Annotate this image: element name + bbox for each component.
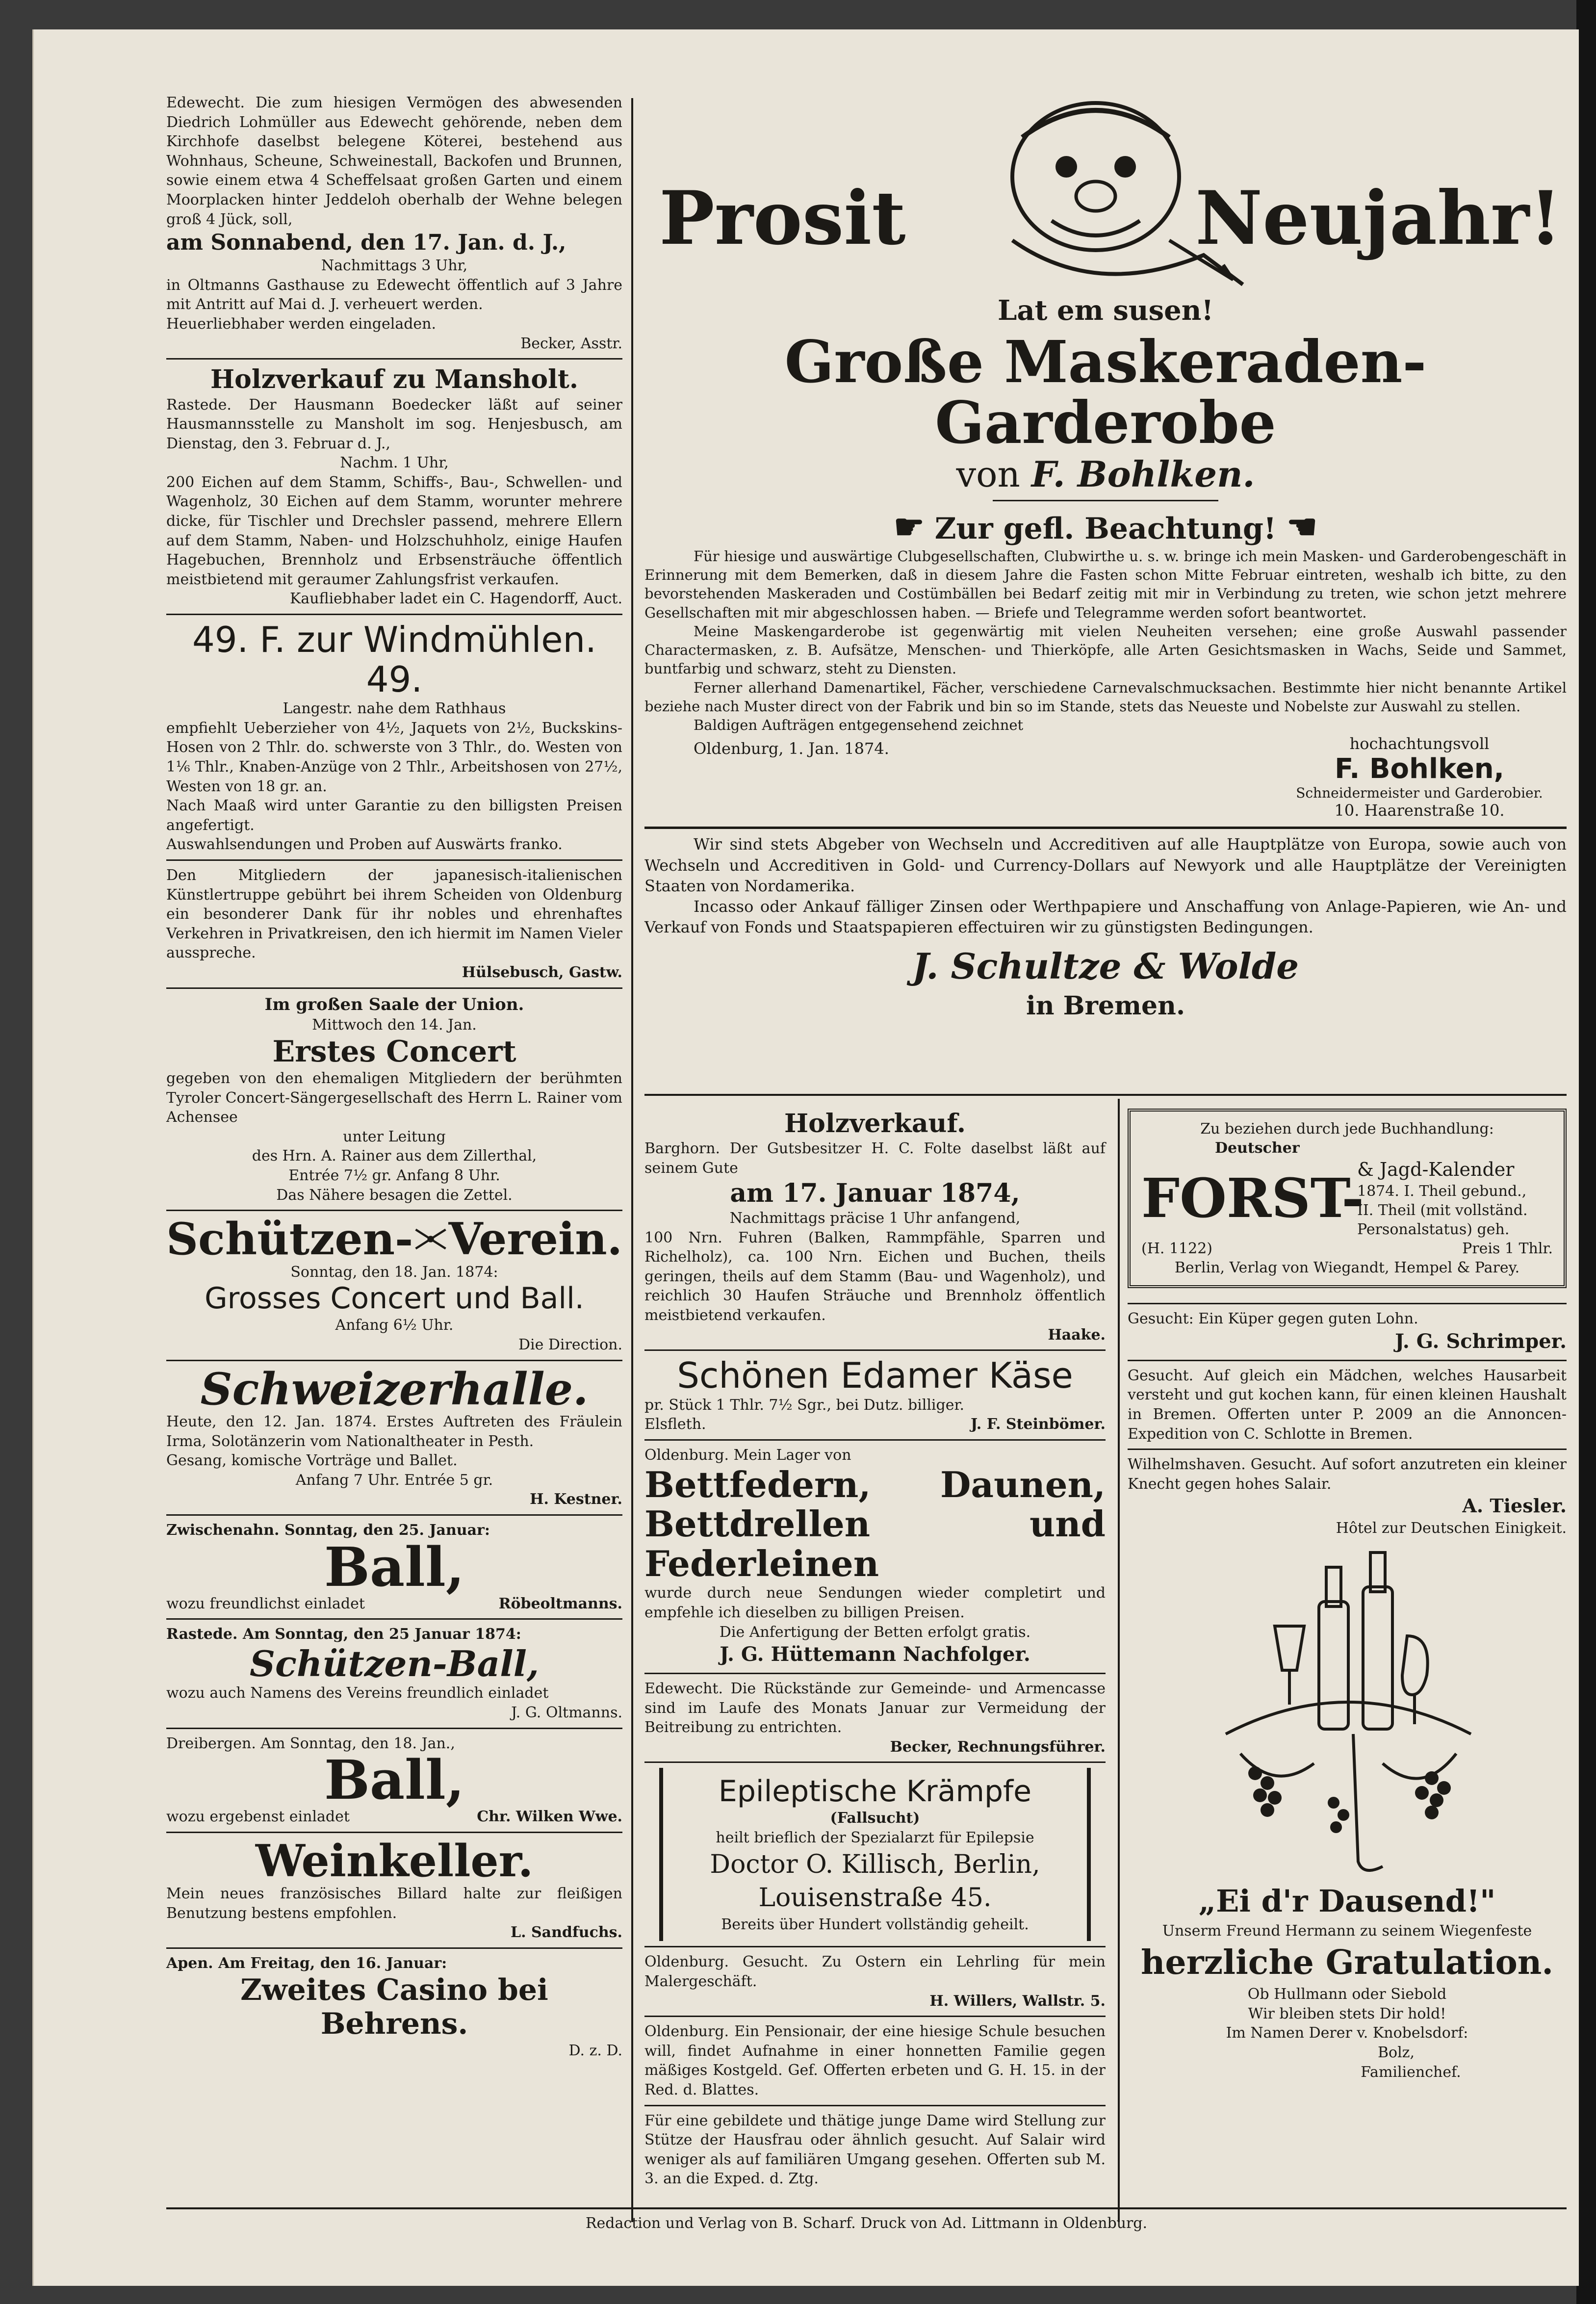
ad-holzverkauf-barghorn <box>644 1109 1106 1345</box>
ad-kueper <box>1128 1309 1567 1354</box>
ad-subtitle: Langestr. nahe dem Rathhaus <box>283 700 506 718</box>
ad-line2: Wir bleiben stets Dir hold! <box>1248 2005 1446 2022</box>
ad-holzverkauf-mansholt <box>166 364 622 609</box>
ad-title-right: Verein. <box>448 1213 622 1266</box>
divider <box>644 827 1567 829</box>
divider <box>1128 1360 1567 1361</box>
divider <box>166 614 622 615</box>
divider <box>166 1360 622 1361</box>
bohlken-text1: Für hiesige und auswärtige Clubgesellschaften, Clubwirthe u. s. w. bringe ich mein Masken- und Garderobengeschäft in Erinnerung mit dem Bemerken, daß in diesem Jahre die Fasten schon Mitte Februar eintreten, weshalb ich bitte, zu den bevorstehenden Maskeraden und Costümbällen bei Bedarf zeitig mit mir in Verbindung zu treten, wie schon jetzt mehrere Gesellschaften mit mir abgeschlossen haben. — Briefe und Telegramme werden sofort beantwortet. <box>644 547 1567 621</box>
ad-text: Den Mitgliedern der japanesisch-italienischen Künstlertruppe gebührt bei ihrem Scheiden von Oldenburg ein besonderer Dank für ihr nobles und ehrenhaftes Verkehren in Privatkreisen, den ich hiermit im Namen Vieler ausspreche. <box>166 867 622 962</box>
ad-text: Für eine gebildete und thätige junge Dame wird Stellung zur Stütze der Hausfrau oder ähnlich gesucht. Auf Salair wird weniger als auf familiären Umgang gesehen. Offerten sub M. 3. an die Exped. d. Ztg. <box>644 2112 1106 2188</box>
ad-lehrling <box>644 1952 1106 2011</box>
prosit-header <box>644 93 1567 289</box>
ad-signature: Haake. <box>1048 1326 1106 1344</box>
bohlken-text3: Ferner allerhand Damenartikel, Fächer, verschiedene Carnevalschmucksachen. Bestimmte hier nicht benannte Artikel beziehe nach Muster direct von der Fabrik und bin so im Stande, stets das Neueste und Nobelste zur Auswahl zu stellen. <box>644 679 1567 715</box>
ad-text: Edewecht. Die Rückstände zur Gemeinde- und Armencasse sind im Laufe des Monats Januar zur Vermeidung der Beitreibung zu entrichten. <box>644 1680 1106 1736</box>
sw-firm: J. Schultze & Wolde <box>912 945 1299 987</box>
ad-note: Bereits über Hundert vollständig geheilt. <box>721 1916 1029 1933</box>
divider <box>644 2105 1106 2106</box>
ad-text2: Nach Maaß wird unter Garantie zu den billigsten Preisen angefertigt. <box>166 797 622 834</box>
ad-line1: Ob Hullmann oder Siebold <box>1247 1986 1447 2003</box>
bohlken-role: Schneidermeister und Garderobier. <box>1296 785 1543 802</box>
divider <box>993 500 1218 501</box>
ad-signature: Becker, Rechnungsführer. <box>890 1738 1106 1756</box>
ad-text: Oldenburg. Ein Pensionair, der eine hiesige Schule besuchen will, findet Aufnahme in einer honnetten Familie gegen mäßiges Kostgeld. Gef. Offerten erbeten und G. H. 15. in der Red. d. Blattes. <box>644 2023 1106 2098</box>
ad-start: Anfang 7 Uhr. Entrée 5 gr. <box>295 1471 493 1489</box>
ad-big: herzliche Gratulation. <box>1140 1942 1553 1982</box>
ad-edewecht-auction <box>166 93 622 353</box>
ad-line3: Im Namen Derer v. Knobelsdorf: <box>1226 2024 1468 2042</box>
divider <box>1128 1303 1567 1304</box>
newspaper-page <box>32 29 1579 2286</box>
ad-doctor: Doctor O. Killisch, Berlin, <box>710 1849 1040 1879</box>
ad-head: Zwischenahn. Sonntag, den 25. Januar: <box>166 1521 490 1539</box>
divider <box>644 1946 1106 1947</box>
bohlken-sub: Lat em susen! <box>997 294 1214 327</box>
ad-forst: FORST- <box>1141 1166 1364 1230</box>
ad-text3: Die Anfertigung der Betten erfolgt gratis. <box>719 1623 1031 1641</box>
divider <box>644 1349 1106 1351</box>
divider <box>166 1210 622 1211</box>
footer-imprint: Redaction und Verlag von B. Scharf. Druck von Ad. Littmann in Oldenburg. <box>585 2215 1148 2232</box>
ad-price: Preis 1 Thlr. <box>1462 1240 1553 1258</box>
ad-text: Oldenburg. Gesucht. Zu Ostern ein Lehrling für mein Malergeschäft. <box>644 1953 1106 1990</box>
ad-title: Holzverkauf zu Mansholt. <box>210 364 578 395</box>
ad-text2: des Hrn. A. Rainer aus dem Zillerthal, <box>252 1147 537 1165</box>
ad-edewecht-kasse <box>644 1679 1106 1757</box>
ad-title: Zweites Casino bei Behrens. <box>240 1972 548 2041</box>
scan-edge <box>1576 0 1596 2304</box>
ad-head: Im großen Saale der Union. <box>264 994 524 1014</box>
ad-union-concert <box>166 994 622 1205</box>
divider <box>166 358 622 360</box>
ad-footer-row <box>644 1415 1106 1434</box>
ad-apen-casino <box>166 1954 622 2060</box>
bohlken-sign-row <box>644 734 1567 820</box>
crossed-rifles-icon <box>413 1217 448 1261</box>
ad-place: Hôtel zur Deutschen Einigkeit. <box>1336 1519 1567 1537</box>
ad-address: Louisenstraße 45. <box>758 1883 992 1913</box>
bohlken-text2: Meine Maskengarderobe ist gegenwärtig mit vielen Neuheiten versehen; eine große Auswahl passender Charactermasken, z. B. Aufsätze, Menschen- und Thierköpfe, alle Arten Gesichtsmasken in Wachs, Seide und Sammet, buntfarbig und schwarz, steht zu Diensten. <box>644 622 1567 677</box>
ad-windmuehlen <box>166 620 622 854</box>
ad-weinkeller <box>166 1835 622 1942</box>
bohlken-address: 10. Haarenstraße 10. <box>1334 801 1505 820</box>
wine-bottles-illustration <box>1128 1548 1567 1881</box>
bohlken-closing: Baldigen Aufträgen entgegensehend zeichnet <box>694 717 1024 734</box>
ad-time: Nachm. 1 Uhr, <box>340 454 449 472</box>
sw-city: in Bremen. <box>1026 990 1185 1021</box>
ad-text: Gesucht. Auf gleich ein Mädchen, welches Hausarbeit versteht und gut kochen kann, für einen kleinen Haushalt in Bremen. Offerten unter P. 2009 an die Annoncen-Expedition von C. Schlotte in Bremen. <box>1128 1367 1567 1443</box>
ad-title: Erstes Concert <box>272 1035 516 1069</box>
ad-invite: Heuerliebhaber werden eingeladen. <box>166 315 437 333</box>
ad-date: am 17. Januar 1874, <box>730 1178 1020 1208</box>
ad-signature: J. G. Oltmanns. <box>511 1704 622 1721</box>
ad-signature: Chr. Wilken Wwe. <box>477 1808 622 1826</box>
ad-title: Weinkeller. <box>255 1835 534 1887</box>
divider <box>166 1728 622 1729</box>
middle-column <box>644 1109 1106 2189</box>
right-column <box>1128 1109 1567 2082</box>
ad-more: Das Nähere besagen die Zettel. <box>276 1186 513 1204</box>
divider <box>644 2016 1106 2017</box>
footer-rule <box>166 2207 1567 2209</box>
ad-head: Apen. Am Freitag, den 16. Januar: <box>166 1955 447 1972</box>
ad-zwischenahn-ball <box>166 1521 622 1613</box>
divider <box>644 1761 1106 1763</box>
bohlken-sign: F. Bohlken, <box>1335 753 1504 785</box>
headline-right: Neujahr! <box>1195 175 1562 261</box>
ad-role: Familienchef. <box>1361 2063 1461 2081</box>
divider <box>166 1832 622 1833</box>
ad-text: Rastede. Der Hausmann Boedecker läßt auf seiner Hausmannsstelle zu Mansholt im sog. Henjesbusch, am Dienstag, den 3. Februar d. J., <box>166 396 622 452</box>
ad-lead: unter Leitung <box>343 1128 446 1145</box>
sw-text2: Incasso oder Ankauf fälliger Zinsen oder Werthpapiere und Anschaffung von Anlage-Papieren, wie An- und Verkauf von Fonds und Staatspapieren effectuiren wir zu günstigsten Bedingungen. <box>644 897 1567 937</box>
ad-head: Dreibergen. Am Sonntag, den 18. Jan., <box>166 1734 455 1752</box>
ad-ref: (H. 1122) <box>1141 1240 1212 1258</box>
ad-title-left: Schützen- <box>166 1213 413 1266</box>
ad-text: Edewecht. Die zum hiesigen Vermögen des abwesenden Diedrich Lohmüller aus Edewecht gehörende, neben dem Kirchhofe daselbst belegene Köterei, bestehend aus Wohnhaus, Scheune, Schweinestall, Backofen und Brunnen, sowie einem etwa 4 Scheffelsaat großen Garten und einem Moorplacken hinter Jeddeloh oberhalb der Wehne belegen groß 4 Jück, soll, <box>166 94 622 228</box>
ad-text2: 200 Eichen auf dem Stamm, Schiffs-, Bau-, Schwellen- und Wagenholz, 30 Eichen auf dem Stamm, worunter mehrere dicke, für Tischler und Drechsler passend, mehrere Ellern auf dem Stamm, Naben- und Holzschuhholz, einige Haufen Hagebuchen, Brennholz und Erbsensträuche öffentlich meistbietend mit geraumer Zahlungsfrist verkaufen. <box>166 473 622 588</box>
ad-invite: wozu ergebenst einladet <box>166 1808 350 1826</box>
ad-text: Heute, den 12. Jan. 1874. Erstes Auftreten des Fräulein Irma, Solotänzerin vom Nationaltheater in Pesth. <box>166 1413 622 1450</box>
ad-signature: A. Tiesler. <box>1462 1495 1567 1517</box>
column-rule-right <box>1118 1099 1120 2222</box>
ad-time: Nachmittags präcise 1 Uhr anfangend, <box>729 1209 1021 1227</box>
ad-title: Bettfedern, Daunen, Bettdrellen und Federleinen <box>644 1463 1106 1584</box>
pointing-hand-right-icon: ☛ <box>894 506 925 547</box>
ad-text: Unserm Freund Hermann zu seinem Wiegenfeste <box>1162 1922 1532 1940</box>
ad-title: Schönen Edamer Käse <box>677 1355 1073 1397</box>
divider <box>644 1673 1106 1674</box>
ad-text2: 100 Nrn. Fuhren (Balken, Rammpfähle, Sparren und Richelholz), ca. 100 Nrn. Eichen und Buchen, theils geringen, theils auf dem Stamm (Bau- und Wagenholz), und reichlich 30 Haufen Sträuche und Brennholz öffentlich meistbietend verkaufen. <box>644 1229 1106 1324</box>
divider <box>166 1618 622 1620</box>
ad-title: Ball, <box>324 1535 465 1599</box>
ad-kuenstlertruppe <box>166 866 622 983</box>
ad-subtitle: (Fallsucht) <box>830 1810 920 1827</box>
ad-date: Mittwoch den 14. Jan. <box>312 1016 477 1034</box>
ad-signature: J. G. Hüttemann Nachfolger. <box>720 1643 1030 1666</box>
ad-signature: Hülsebusch, Gastw. <box>462 964 622 982</box>
column-rule-left <box>631 98 633 2222</box>
ad-text: heilt brieflich der Spezialarzt für Epilepsie <box>716 1829 1034 1846</box>
divider <box>644 1094 1567 1096</box>
left-column <box>166 93 622 2060</box>
ad-gratulation <box>1128 1881 1567 2082</box>
ad-knecht <box>1128 1455 1567 1538</box>
headline-left: Prosit <box>659 175 906 261</box>
ad-title: 49. F. zur Windmühlen. 49. <box>192 619 597 700</box>
ad-text: empfiehlt Ueberzieher von 4½, Jaquets von 2½, Buckskins-Hosen von 2 Thlr. do. schwerste von 3 Thlr., do. Westen von 1⅙ Thlr., Knaben-Anzüge von 2 Thlr., Arbeitshosen von 27½, Westen von 18 gr. an. <box>166 719 622 795</box>
sw-text1: Wir sind stets Abgeber von Wechseln und Accreditiven auf alle Hauptplätze von Europa, sowie auch von Wechseln und Accreditiven in Gold- und Currency-Dollars auf Newyork und alle Hauptplätze der Vereinigten Staaten von Nordamerika. <box>644 835 1567 895</box>
ad-title: Schützen-Ball, <box>250 1642 539 1684</box>
ad-epileptische <box>659 1768 1091 1941</box>
ad-date: Sonntag, den 18. Jan. 1874: <box>290 1263 498 1281</box>
bohlken-place-date: Oldenburg, 1. Jan. 1874. <box>694 739 889 758</box>
ad-text: gegeben von den ehemaligen Mitgliedern der berühmten Tyroler Concert-Sängergesellschaft des Herrn L. Rainer vom Achensee <box>166 1070 622 1126</box>
bohlken-advert <box>644 93 1567 1023</box>
bohlken-signature-block <box>1272 734 1567 820</box>
ad-dreibergen-ball <box>166 1734 622 1827</box>
ad-title: Schweizerhalle. <box>200 1363 589 1415</box>
ad-maedchen <box>1128 1366 1567 1444</box>
ad-rastede-schuetzenball <box>166 1625 622 1722</box>
ad-schultze-wolde <box>644 834 1567 1023</box>
ad-signature: D. z. D. <box>568 2042 622 2059</box>
ad-text: Barghorn. Der Gutsbesitzer H. C. Folte daselbst läßt auf seinem Gute <box>644 1140 1106 1177</box>
ad-pensionair <box>644 2022 1106 2099</box>
pointing-hand-left-icon: ☚ <box>1287 506 1317 547</box>
divider <box>166 1947 622 1949</box>
divider <box>166 987 622 989</box>
ad-signature: Röbeoltmanns. <box>498 1595 622 1612</box>
ad-signature: J. F. Steinbömer. <box>970 1416 1106 1433</box>
bohlken-title: Große Maskeraden-Garderobe <box>784 328 1427 457</box>
ad-title: Ball, <box>324 1748 465 1812</box>
ad-event: Grosses Concert und Ball. <box>205 1281 584 1316</box>
ad-forst-row <box>1141 1158 1553 1239</box>
ad-huettemann <box>644 1446 1106 1668</box>
ad-head: Rastede. Am Sonntag, den 25 Januar 1874: <box>166 1626 521 1643</box>
bohlken-notice-row <box>644 506 1567 547</box>
bohlken-body <box>644 547 1567 735</box>
ad-signature: H. Willers, Wallstr. 5. <box>929 1992 1106 2010</box>
ad-junge-dame <box>644 2111 1106 2189</box>
ad-schuetzenverein <box>166 1213 622 1354</box>
ad-text: pr. Stück 1 Thlr. 7½ Sgr., bei Dutz. billiger. <box>644 1396 965 1414</box>
ad-signature: Die Direction. <box>518 1336 622 1353</box>
divider <box>166 859 622 861</box>
ad-text2: in Oltmanns Gasthause zu Edewecht öffentlich auf 3 Jahre mit Antritt auf Mai d. J. verheuert werden. <box>166 276 622 313</box>
ad-text2: wurde durch neue Sendungen wieder completirt und empfehle ich dieselben zu billigen Preisen. <box>644 1584 1106 1621</box>
bohlken-regards: hochachtungsvoll <box>1349 734 1490 753</box>
ad-year: 1874. I. Theil gebund., <box>1357 1183 1527 1200</box>
ad-title-row <box>166 1213 622 1266</box>
ad-signature: Bolz, <box>1377 2044 1415 2062</box>
ad-title: Epileptische Krämpfe <box>718 1774 1032 1809</box>
ad-text: Gesucht: Ein Küper gegen guten Lohn. <box>1128 1310 1418 1328</box>
divider <box>166 1514 622 1516</box>
ad-signature: Becker, Asstr. <box>520 335 622 352</box>
ad-text: Oldenburg. Mein Lager von <box>644 1446 851 1464</box>
ad-place: Elsfleth. <box>644 1416 706 1433</box>
ad-signature: L. Sandfuchs. <box>510 1924 622 1942</box>
ad-forst-kalender <box>1128 1109 1567 1288</box>
ad-part2: II. Theil (mit vollständ. Personalstatus) geh. <box>1357 1202 1528 1239</box>
bohlken-from: von <box>956 453 1020 495</box>
ad-text: Wilhelmshaven. Gesucht. Auf sofort anzutreten ein kleiner Knecht gegen hohes Salair. <box>1128 1456 1567 1493</box>
ad-schweizerhalle <box>166 1363 622 1509</box>
ad-jagd: & Jagd-Kalender <box>1357 1159 1515 1180</box>
ad-date: am Sonnabend, den 17. Jan. d. J., <box>166 230 566 256</box>
bohlken-notice: Zur gefl. Beachtung! <box>934 511 1277 546</box>
ad-deutscher: Deutscher <box>1215 1139 1300 1157</box>
ad-signature: Kaufliebhaber ladet ein C. Hagendorff, Auct. <box>289 590 622 608</box>
ad-price-row <box>1141 1239 1553 1258</box>
ad-text2: Gesang, komische Vorträge und Ballet. <box>166 1452 458 1470</box>
ad-signature: H. Kestner. <box>530 1491 622 1508</box>
bohlken-firm-line <box>644 453 1567 495</box>
ad-head: Zu beziehen durch jede Buchhandlung: <box>1200 1120 1494 1138</box>
ad-signature: J. G. Schrimper. <box>1395 1329 1567 1353</box>
ad-invite: wozu auch Namens des Vereins freundlich einladet <box>166 1684 549 1702</box>
ad-title: Holzverkauf. <box>784 1109 966 1139</box>
ad-publisher: Berlin, Verlag von Wiegandt, Hempel & Parey. <box>1174 1259 1520 1277</box>
ad-forst-details <box>1357 1158 1553 1239</box>
bohlken-firm: F. Bohlken. <box>1031 453 1255 495</box>
ad-entry: Entrée 7½ gr. Anfang 8 Uhr. <box>288 1167 500 1185</box>
ad-time: Nachmittags 3 Uhr, <box>321 257 468 275</box>
ad-start: Anfang 6½ Uhr. <box>335 1317 454 1334</box>
ad-edamer <box>644 1356 1106 1434</box>
ad-text: Mein neues französisches Billard halte zur fleißigen Benutzung bestens empfohlen. <box>166 1885 622 1922</box>
divider <box>1128 1449 1567 1450</box>
ad-invite: wozu freundlichst einladet <box>166 1595 365 1612</box>
ad-title: „Ei d'r Dausend!" <box>1198 1883 1496 1919</box>
ad-text3: Auswahlsendungen und Proben auf Auswärts franko. <box>166 836 563 854</box>
divider <box>644 1439 1106 1441</box>
